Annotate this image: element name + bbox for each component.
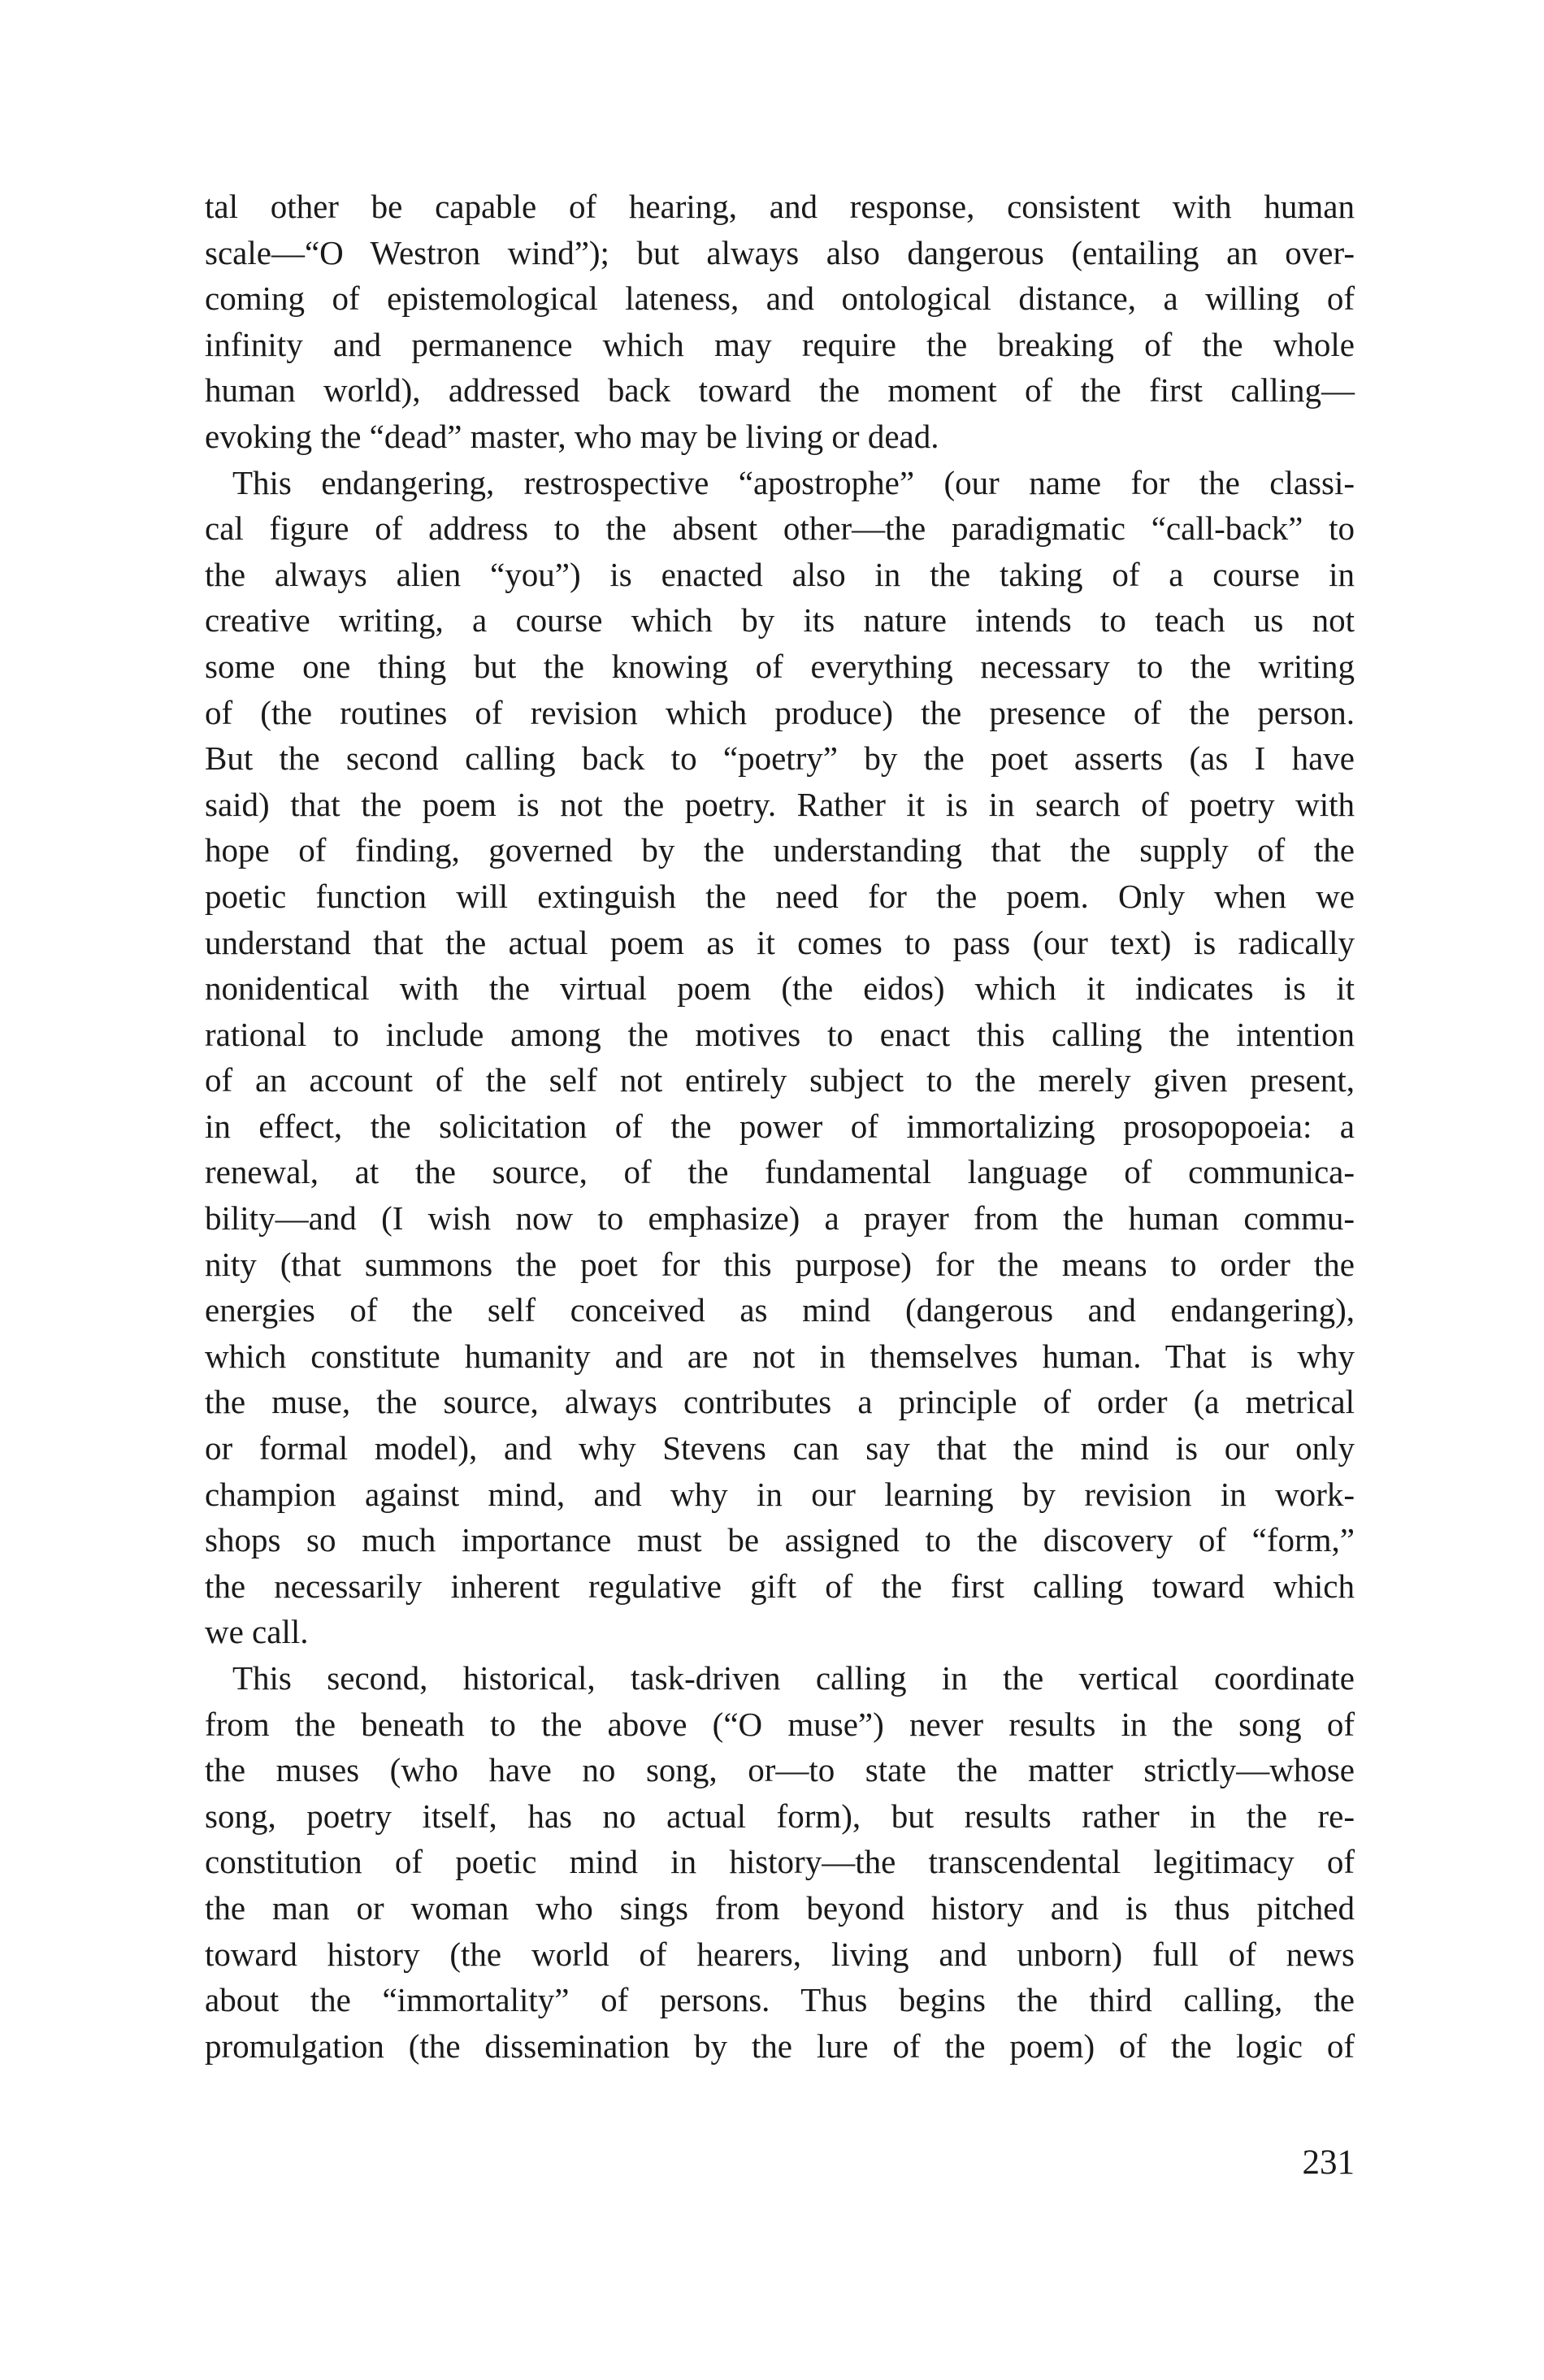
text-line: song, poetry itself, has no actual form), but results rather in the re- <box>205 1797 1355 1835</box>
paragraph-start-line: This second, historical, task-driven calling in the vertical coordinate <box>232 1659 1355 1697</box>
text-line: promulgation (the dissemination by the lure of the poem) of the logic of <box>205 2027 1355 2065</box>
text-line: we call. <box>205 1613 309 1651</box>
text-line: said) that the poem is not the poetry. Rather it is in search of poetry with <box>205 785 1355 823</box>
text-line: champion against mind, and why in our learning by revision in work- <box>205 1475 1355 1513</box>
text-line: poetic function will extinguish the need for the poem. Only when we <box>205 877 1355 915</box>
text-line: which constitute humanity and are not in themselves human. That is why <box>205 1337 1355 1375</box>
text-line: some one thing but the knowing of everything necessary to the writing <box>205 647 1355 685</box>
text-line: creative writing, a course which by its nature intends to teach us not <box>205 601 1355 639</box>
text-line: cal figure of address to the absent other—the paradigmatic “call-back” to <box>205 509 1355 548</box>
text-line: scale—“O Westron wind”); but always also dangerous (entailing an over- <box>205 233 1355 271</box>
text-line: energies of the self conceived as mind (dangerous and endangering), <box>205 1291 1355 1329</box>
text-line: shops so much importance must be assigned to the discovery of “form,” <box>205 1521 1355 1559</box>
page-number: 231 <box>1302 2144 1355 2182</box>
text-line: constitution of poetic mind in history—the transcendental legitimacy of <box>205 1843 1355 1881</box>
text-line: from the beneath to the above (“O muse”) never results in the song of <box>205 1705 1355 1743</box>
text-line: human world), addressed back toward the moment of the first calling— <box>205 371 1355 410</box>
text-line: the man or woman who sings from beyond history and is thus pitched <box>205 1888 1355 1927</box>
text-line: toward history (the world of hearers, living and unborn) full of news <box>205 1935 1355 1973</box>
text-line: or formal model), and why Stevens can say that the mind is our only <box>205 1429 1355 1467</box>
text-line: about the “immortality” of persons. Thus begins the third calling, the <box>205 1981 1355 2019</box>
text-line: evoking the “dead” master, who may be living or dead. <box>205 417 939 455</box>
text-line: rational to include among the motives to enact this calling the intention <box>205 1015 1355 1053</box>
text-line: in effect, the solicitation of the power of immortalizing prosopopoeia: a <box>205 1107 1355 1145</box>
body-text <box>205 184 1355 2069</box>
text-line: of (the routines of revision which produce) the presence of the person. <box>205 693 1355 731</box>
text-line: nity (that summons the poet for this purpose) for the means to order the <box>205 1245 1355 1283</box>
text-line: the muses (who have no song, or—to state the matter strictly—whose <box>205 1751 1355 1789</box>
text-line: understand that the actual poem as it comes to pass (our text) is radically <box>205 923 1355 961</box>
text-line: renewal, at the source, of the fundamental language of communica- <box>205 1153 1355 1191</box>
text-line: of an account of the self not entirely subject to the merely given present, <box>205 1061 1355 1099</box>
text-line: the necessarily inherent regulative gift of the first calling toward which <box>205 1567 1355 1605</box>
text-line: But the second calling back to “poetry” by the poet asserts (as I have <box>205 739 1355 778</box>
text-line: hope of finding, governed by the understanding that the supply of the <box>205 831 1355 869</box>
text-line: bility—and (I wish now to emphasize) a prayer from the human commu- <box>205 1199 1355 1238</box>
text-line: tal other be capable of hearing, and response, consistent with human <box>205 188 1355 225</box>
text-line: the always alien “you”) is enacted also in the taking of a course in <box>205 555 1355 593</box>
text-line: coming of epistemological lateness, and ontological distance, a willing of <box>205 280 1355 318</box>
text-line: the muse, the source, always contributes a principle of order (a metrical <box>205 1383 1355 1421</box>
text-line: infinity and permanence which may require the breaking of the whole <box>205 325 1355 363</box>
text-line: nonidentical with the virtual poem (the eidos) which it indicates is it <box>205 969 1355 1008</box>
paragraph-start-line: This endangering, restrospective “apostrophe” (our name for the classi- <box>232 463 1355 501</box>
